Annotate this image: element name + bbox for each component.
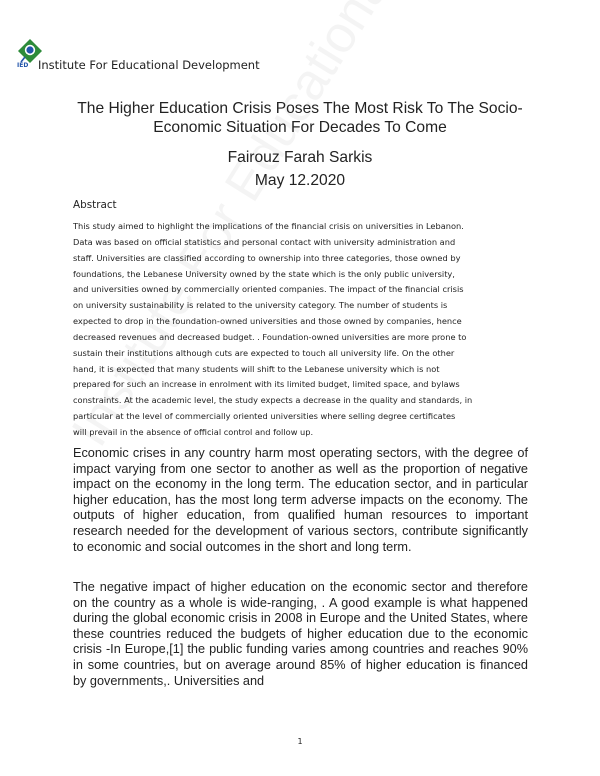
abstract-body [73, 219, 535, 441]
body-paragraph-2: The negative impact of higher education on the economic sector and therefore on the country as a whole is wide-ranging, . A good example is what happened during the global economic crisis in 2008 in Europe and the United States, where these countries reduced the budgets of higher education due to the economic crisis -In Europe,[1] the public funding varies among countries and reaches 90% in some countries, but on average around 85% of higher education is financed by governments,. Universities and [73, 580, 528, 688]
abstract-line: hand, it is expected that many students will shift to the Lebanese university which is not [73, 363, 440, 374]
abstract-line: staff. Universities are classified according to ownership into three categories, those owned by [73, 252, 461, 263]
abstract-line: expected to drop in the foundation-owned universities and those owned by companies, hence [73, 316, 462, 327]
abstract-line: constraints. At the academic level, the study expects a decrease in the quality and standards, in [73, 395, 473, 406]
abstract-line: will prevail in the absence of official control and follow up. [73, 426, 314, 437]
abstract-heading: Abstract [73, 199, 117, 211]
abstract-line: particular at the level of commercially oriented universities where selling degree certificates [73, 411, 456, 422]
page-number: 1 [297, 737, 303, 746]
abstract-line: and universities owned by commercially oriented companies. The impact of the financial crisis [73, 284, 464, 295]
logo-text: IED [17, 62, 29, 68]
abstract-line: prepared for such an increase in enrolment with its limited budget, limited space, and bylaws [73, 379, 460, 390]
abstract-line: This study aimed to highlight the implications of the financial crisis on universities in Lebanon. [73, 221, 464, 231]
paper-title: The Higher Education Crisis Poses The Most Risk To The Socio-Economic Situation For Decades To Come [77, 100, 523, 136]
institute-name: Institute For Educational Development [38, 58, 260, 72]
abstract-line: sustain their institutions although cuts are expected to touch all university life. On the other [73, 347, 455, 358]
body-paragraph-1: Economic crises in any country harm most operating sectors, with the degree of impact varying from one sector to another as well as the proportion of negative impact on the economy in the long term. The education sector, and in particular higher education, has the most long term adverse impacts on the economy. The outputs of higher education, from qualified human resources to important research needed for the development of various sectors, contribute significantly to economic and social outcomes in the short and long term. [73, 446, 528, 554]
paper-date: May 12.2020 [254, 172, 346, 189]
abstract-line: on university sustainability is related to the university category. The number of students is [73, 300, 448, 311]
abstract-line: foundations, the Lebanese University owned by the state which is the only public university, [73, 268, 455, 279]
abstract-line: decreased revenues and decreased budget. . Foundation-owned universities are more prone to [73, 331, 467, 342]
paper-author: Fairouz Farah Sarkis [227, 149, 373, 166]
abstract-line: Data was based on official statistics and personal contact with university administration and [73, 236, 456, 247]
